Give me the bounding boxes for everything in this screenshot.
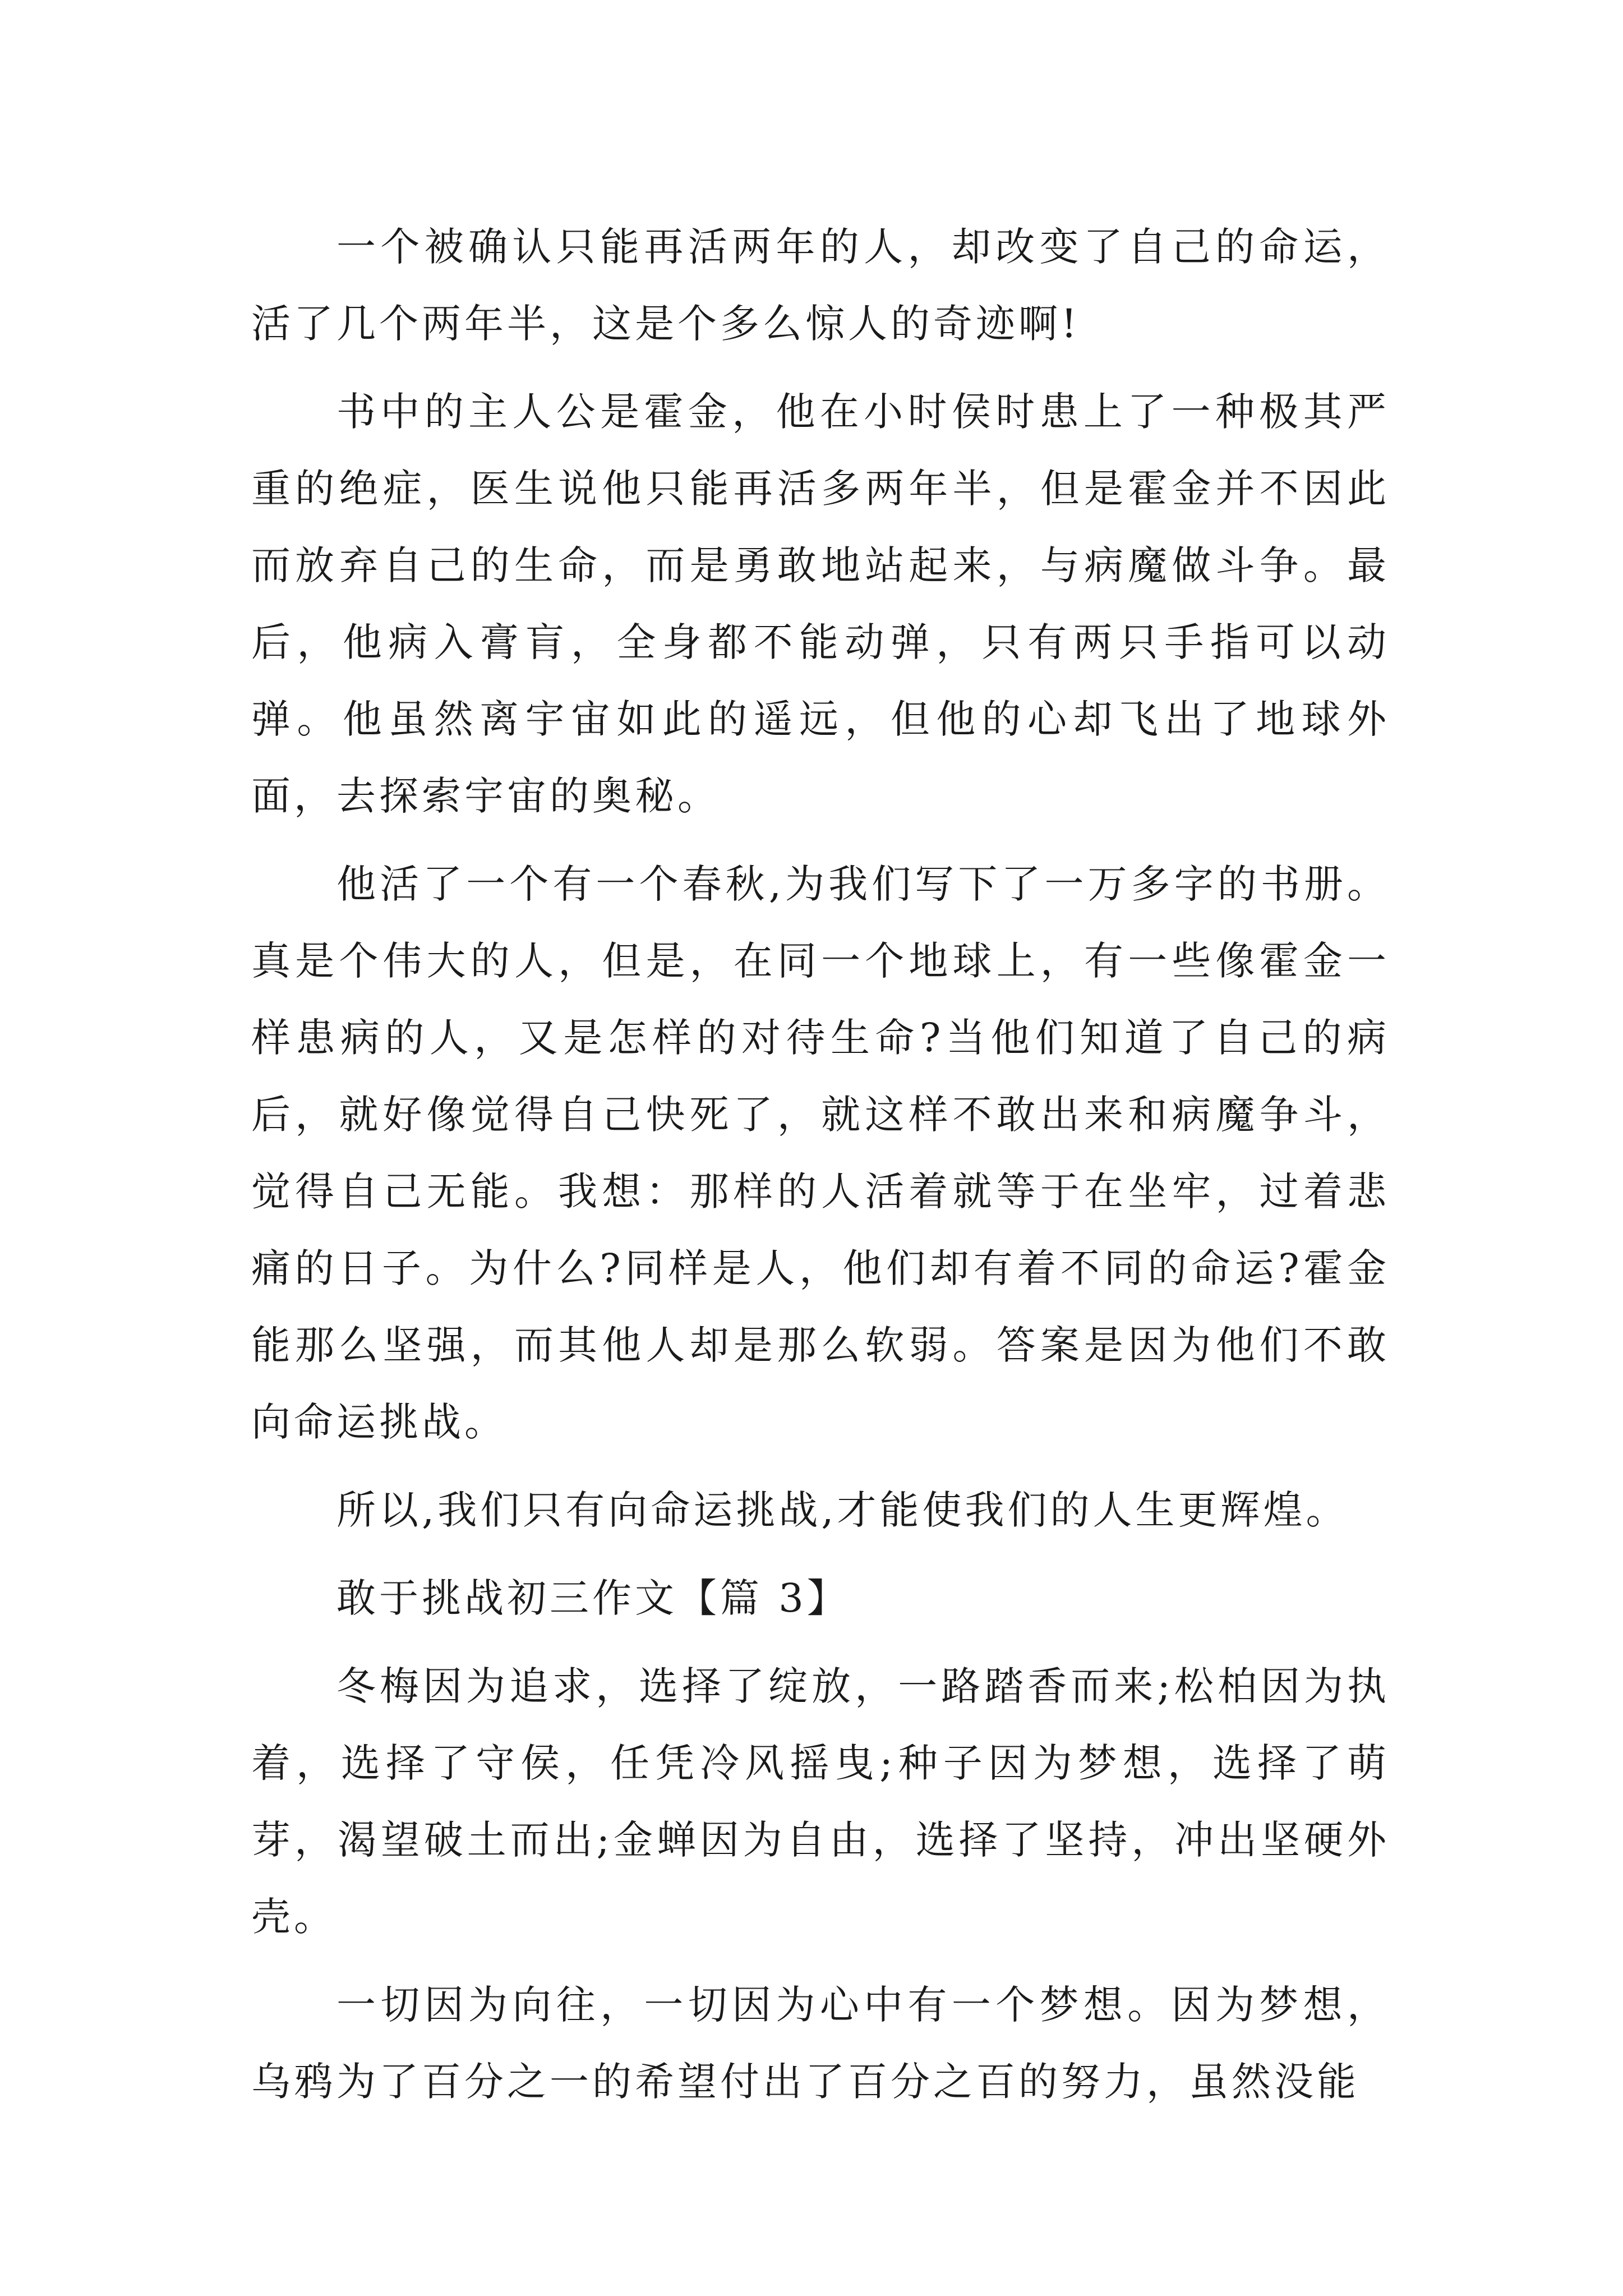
paragraph: 所以,我们只有向命运挑战,才能使我们的人生更辉煌。	[336, 1487, 1349, 1533]
paragraph: 一个被确认只能再活两年的人，却改变了自己的命运，活了几个两年半，这是个多么惊人的奇迹啊!	[251, 224, 1390, 347]
paragraph: 一切因为向往，一切因为心中有一个梦想。因为梦想，乌鸦为了百分之一的希望付出了百分之百的努力，虽然没能	[251, 1982, 1390, 2105]
paragraph: 书中的主人公是霍金，他在小时侯时患上了一种极其严重的绝症，医生说他只能再活多两年半，但是霍金并不因此而放弃自己的生命，而是勇敢地站起来，与病魔做斗争。最后，他病入膏肓，全身都不能动弹，只有两只手指可以动弹。他虽然离宇宙如此的遥远，但他的心却飞出了地球外面，去探索宇宙的奥秘。	[251, 389, 1390, 819]
document-body	[251, 209, 1390, 2132]
paragraph: 冬梅因为追求，选择了绽放，一路踏香而来;松柏因为执着，选择了守侯，任凭冷风摇曳;种子因为梦想，选择了萌芽，渴望破土而出;金蝉因为自由，选择了坚持，冲出坚硬外壳。	[251, 1663, 1390, 1940]
section-heading: 敢于挑战初三作文【篇 3】	[336, 1575, 850, 1621]
paragraph: 他活了一个有一个春秋,为我们写下了一万多字的书册。真是个伟大的人，但是，在同一个地球上，有一些像霍金一样患病的人，又是怎样的对待生命?当他们知道了自己的病后，就好像觉得自己快死了，就这样不敢出来和病魔争斗，觉得自己无能。我想：那样的人活着就等于在坐牢，过着悲痛的日子。为什么?同样是人，他们却有着不同的命运?霍金能那么坚强，而其他人却是那么软弱。答案是因为他们不敢向命运挑战。	[251, 861, 1390, 1445]
